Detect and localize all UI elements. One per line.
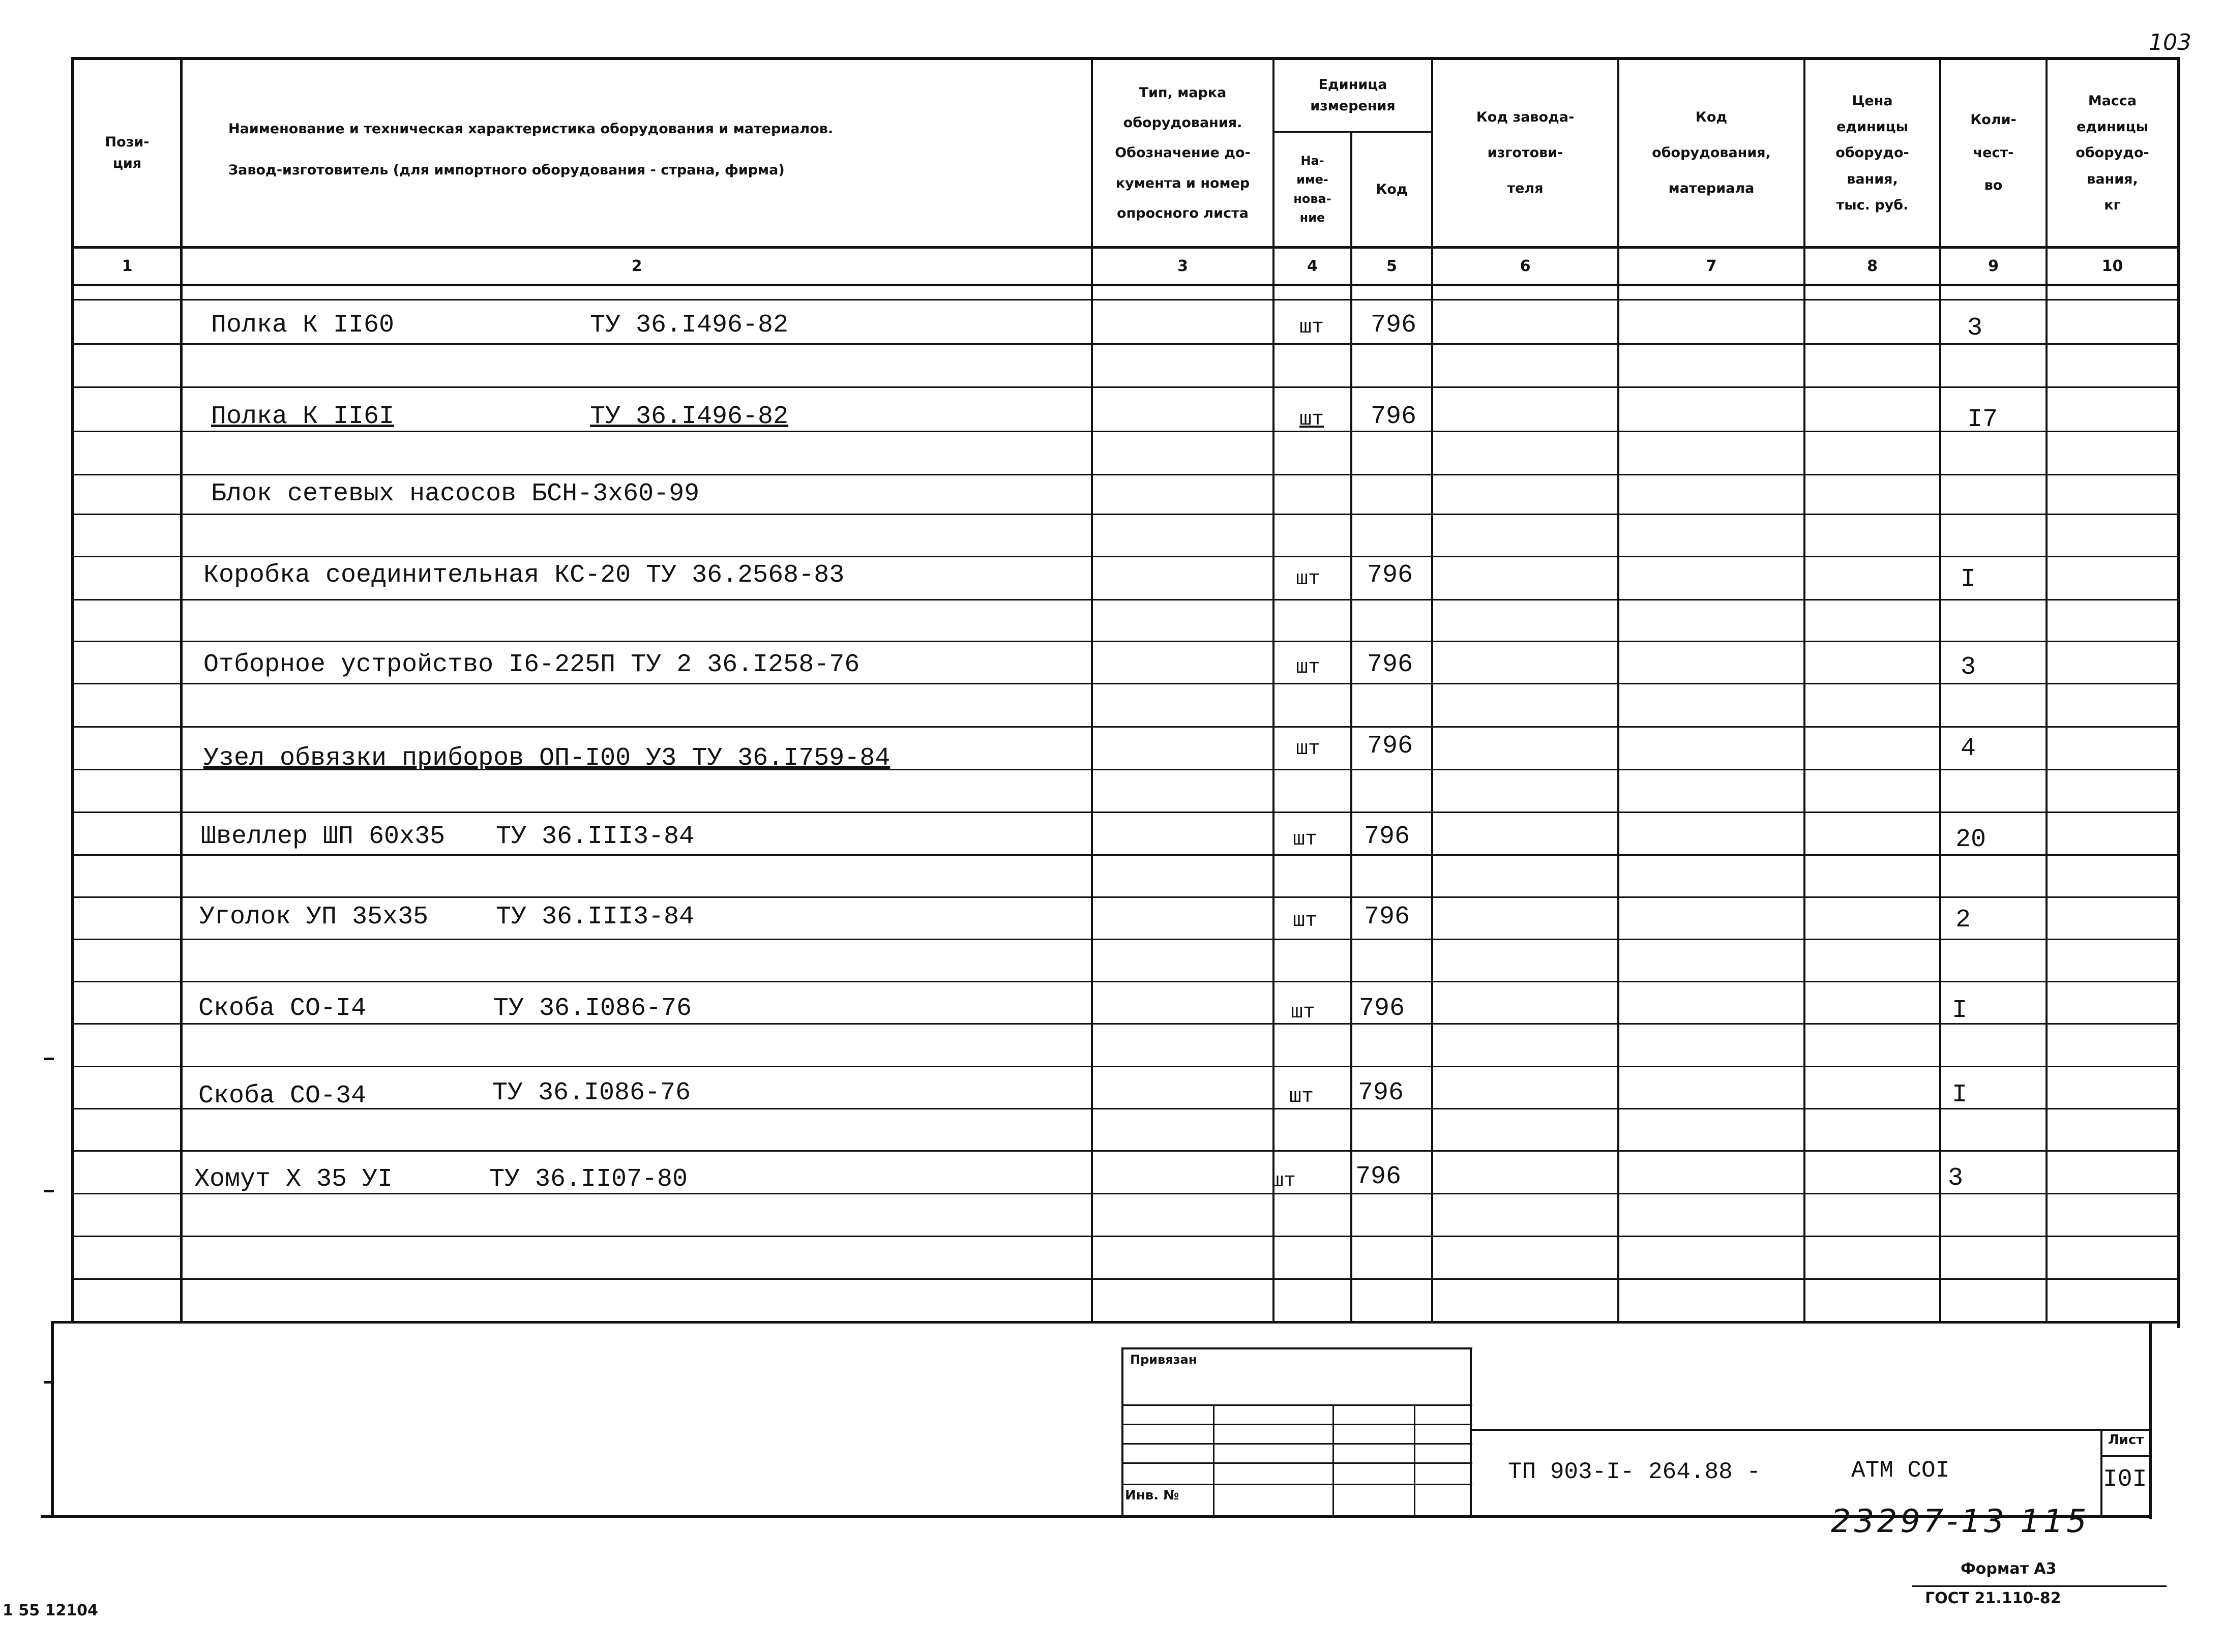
header-name: Наименование и техническая характеристика оборудования и материалов. Завод-изготовитель (для импортного оборудования - страна, фирма) bbox=[228, 121, 834, 178]
row-unit-code: 796 bbox=[1359, 994, 1405, 1023]
row-item-name: Отборное устройство I6-225П ТУ 2 36.I258-76 bbox=[203, 650, 860, 679]
row-item-name: Полка К II6I bbox=[211, 402, 395, 431]
row-item-name: Блок сетевых насосов БСН-3х60-99 bbox=[211, 479, 700, 508]
row-item-spec: ТУ 36.I496-82 bbox=[590, 311, 789, 340]
column-number: 9 bbox=[1988, 257, 1999, 275]
row-quantity: I bbox=[1961, 565, 1976, 594]
column-number: 2 bbox=[631, 257, 642, 275]
row-quantity: 2 bbox=[1955, 906, 1971, 935]
document-mark: АТМ СОI bbox=[1851, 1457, 1950, 1484]
row-quantity: I bbox=[1952, 1080, 1968, 1109]
row-item-name: Скоба СО-I4 bbox=[198, 994, 367, 1023]
row-quantity: 4 bbox=[1961, 734, 1976, 763]
row-quantity: 20 bbox=[1955, 825, 1987, 854]
header-position: Пози- ция bbox=[105, 134, 150, 171]
header-type: Тип, марка оборудования. Обозначение до- кумента и номер опросного листа bbox=[1115, 84, 1251, 222]
column-number: 3 bbox=[1177, 257, 1188, 275]
row-unit-code: 796 bbox=[1364, 822, 1410, 851]
row-unit-code: 796 bbox=[1371, 311, 1417, 340]
print-code: 1 55 12104 bbox=[3, 1602, 98, 1619]
row-unit: шт bbox=[1291, 1001, 1316, 1024]
row-unit-code: 796 bbox=[1367, 732, 1413, 761]
column-number: 8 bbox=[1867, 257, 1878, 275]
column-number: 5 bbox=[1386, 257, 1397, 275]
row-unit: шт bbox=[1271, 1170, 1296, 1193]
row-unit: шт bbox=[1299, 408, 1324, 431]
gost-label: ГОСТ 21.110-82 bbox=[1925, 1589, 2061, 1607]
row-unit-code: 796 bbox=[1364, 903, 1410, 932]
header-unit-code: Код bbox=[1376, 181, 1408, 197]
row-item-name: Швеллер ШП 60х35 bbox=[201, 822, 446, 851]
sheet-number: I0I bbox=[2103, 1466, 2147, 1493]
row-unit: шт bbox=[1293, 910, 1318, 933]
row-unit: шт bbox=[1296, 656, 1321, 679]
column-number: 10 bbox=[2101, 257, 2123, 275]
row-item-name: Узел обвязки приборов ОП-I00 У3 ТУ 36.I759-84 bbox=[203, 744, 891, 773]
column-number: 6 bbox=[1520, 257, 1531, 275]
header-equipment-code: Код оборудования, материала bbox=[1652, 109, 1771, 197]
row-item-name: Полка К II60 bbox=[211, 311, 395, 340]
row-quantity: 3 bbox=[1948, 1164, 1964, 1193]
column-number: 4 bbox=[1307, 257, 1318, 275]
row-unit: шт bbox=[1299, 316, 1324, 339]
row-quantity: I7 bbox=[1967, 405, 1998, 434]
row-item-name: Коробка соединительная КС-20 ТУ 36.2568-83 bbox=[203, 561, 845, 590]
row-item-name: Скоба СО-34 bbox=[198, 1082, 367, 1110]
row-quantity: 3 bbox=[1967, 314, 1983, 343]
row-quantity: 3 bbox=[1961, 653, 1976, 682]
row-item-spec: ТУ 36.III3-84 bbox=[496, 822, 695, 851]
row-item-spec: ТУ 36.III3-84 bbox=[496, 903, 695, 932]
header-quantity: Коли- чест- во bbox=[1970, 111, 2017, 194]
row-item-spec: ТУ 36.I496-82 bbox=[590, 402, 789, 431]
row-unit-code: 796 bbox=[1358, 1078, 1404, 1107]
column-number: 1 bbox=[122, 257, 133, 275]
format-label: Формат А3 bbox=[1961, 1560, 2057, 1578]
column-number: 7 bbox=[1706, 257, 1717, 275]
row-item-name: Хомут Х 35 УI bbox=[194, 1165, 393, 1194]
row-unit-code: 796 bbox=[1367, 650, 1413, 679]
sheet-label: Лист bbox=[2108, 1432, 2144, 1448]
sheet-corner-mark: 103 bbox=[2149, 29, 2191, 55]
privyazan-label: Привязан bbox=[1130, 1353, 1197, 1367]
row-unit-code: 796 bbox=[1367, 561, 1413, 590]
row-quantity: I bbox=[1952, 996, 1968, 1025]
row-item-spec: ТУ 36.I086-76 bbox=[493, 994, 692, 1023]
row-item-spec: ТУ 36.I086-76 bbox=[492, 1078, 691, 1107]
row-unit-code: 796 bbox=[1355, 1162, 1402, 1191]
header-mass: Масса единицы оборудо- вания, кг bbox=[2076, 93, 2149, 213]
row-item-name: Уголок УП 35х35 bbox=[199, 903, 429, 932]
row-unit: шт bbox=[1289, 1086, 1314, 1108]
inventory-number-label: Инв. № bbox=[1125, 1488, 1179, 1503]
header-unit-name: На- име- нова- ние bbox=[1293, 154, 1331, 225]
row-unit: шт bbox=[1293, 828, 1318, 851]
handwritten-number: 23297-13 115 bbox=[1831, 1503, 2090, 1540]
document-code: ТП 903-I- 264.88 - bbox=[1508, 1459, 1761, 1485]
header-price: Цена единицы оборудо- вания, тыс. руб. bbox=[1835, 93, 1909, 213]
row-unit-code: 796 bbox=[1371, 402, 1417, 431]
header-factory-code: Код завода- изготови- теля bbox=[1476, 109, 1575, 197]
row-unit: шт bbox=[1296, 738, 1321, 761]
header-unit-group: Единица измерения bbox=[1310, 77, 1396, 114]
row-unit: шт bbox=[1296, 568, 1321, 591]
row-item-spec: ТУ 36.II07-80 bbox=[489, 1165, 688, 1194]
